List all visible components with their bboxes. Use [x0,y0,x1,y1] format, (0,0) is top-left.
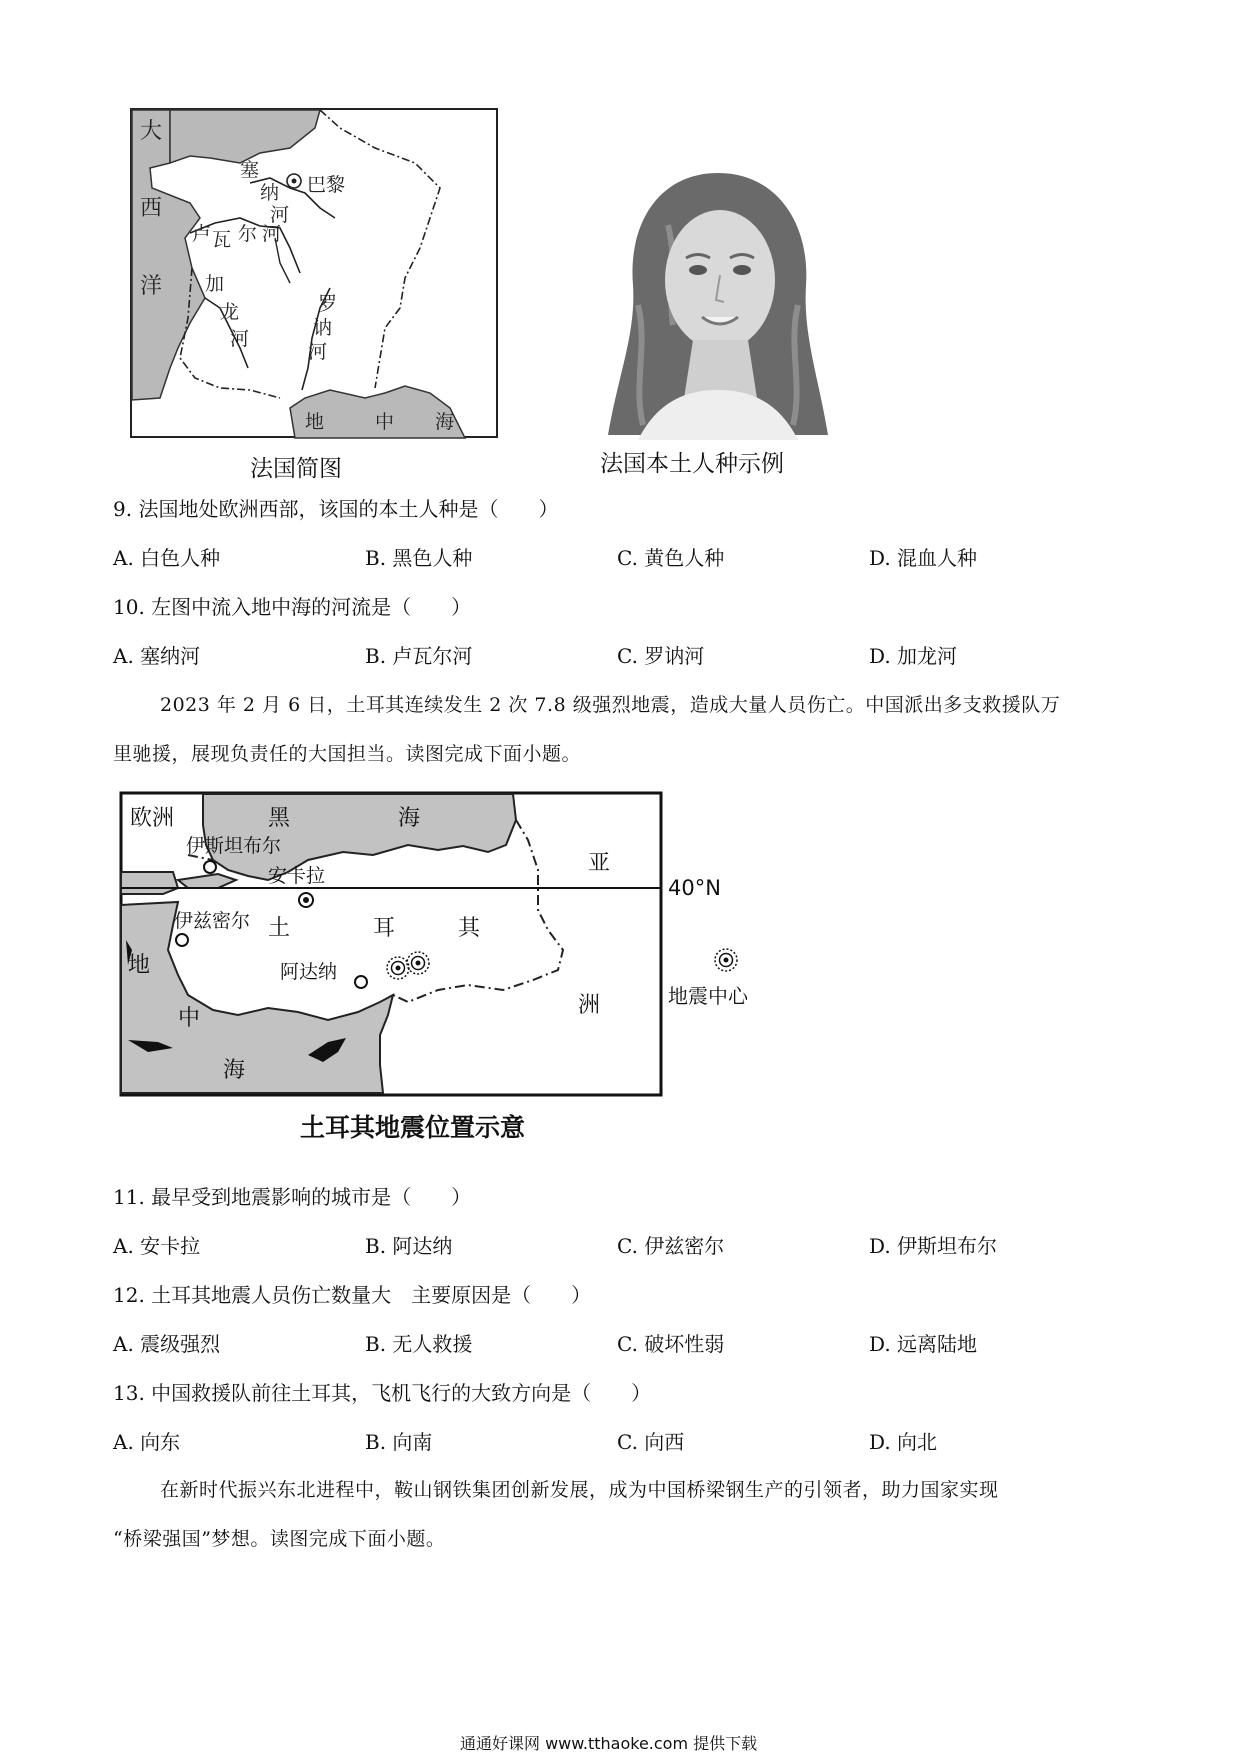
footer-text: 通通好课网 www.tthaoke.com 提供下载 [460,1734,758,1753]
label-garonne-2: 龙 [220,301,240,323]
label-med-3: 海 [223,1058,246,1083]
label-tu: 土 [268,916,291,941]
label-garonne-3: 河 [230,328,250,350]
q12-option-d[interactable]: D. 远离陆地 [869,1332,978,1356]
label-med-3: 海 [435,411,455,433]
portrait-photo [598,165,838,440]
label-istanbul: 伊斯坦布尔 [186,835,282,857]
label-ankara: 安卡拉 [268,865,326,887]
label-loire-2: 瓦 [212,229,232,251]
label-40n: 40°N [668,876,721,900]
q13-option-b[interactable]: B. 向南 [365,1430,433,1454]
istanbul-marker [204,861,216,873]
q12-stem: 12. 土耳其地震人员伤亡数量大 主要原因是（ ） [113,1283,592,1307]
q9-stem: 9. 法国地处欧洲西部，该国的本土人种是（ ） [113,497,559,521]
q12-option-a[interactable]: A. 震级强烈 [113,1332,221,1356]
label-rhone-3: 河 [308,341,328,363]
label-loire-3: 尔 [238,223,258,245]
label-loire-1: 卢 [192,223,212,245]
label-black-2: 海 [398,806,421,831]
izmir-marker [176,934,188,946]
label-qi: 其 [458,916,481,941]
q11-option-d[interactable]: D. 伊斯坦布尔 [869,1234,998,1258]
q9-option-d[interactable]: D. 混血人种 [869,546,978,570]
label-med-2: 中 [375,411,395,433]
label-seine-2: 纳 [260,182,280,204]
q10-option-d[interactable]: D. 加龙河 [869,644,958,668]
q11-stem: 11. 最早受到地震影响的城市是（ ） [113,1185,472,1209]
label-er: 耳 [373,916,396,941]
label-rhone-1: 罗 [318,293,338,315]
label-loire-4: 河 [262,223,282,245]
aegean-land [121,872,178,894]
label-black-1: 黑 [268,806,291,831]
q11-option-c[interactable]: C. 伊兹密尔 [617,1234,725,1258]
france-map [130,108,500,440]
label-med-1: 地 [305,411,325,433]
q12-option-b[interactable]: B. 无人救援 [365,1332,473,1356]
photo-caption: 法国本土人种示例 [600,451,784,477]
q10-stem: 10. 左图中流入地中海的河流是（ ） [113,595,472,619]
intro2-line1: 在新时代振兴东北进程中，鞍山钢铁集团创新发展，成为中国桥梁钢生产的引领者，助力国家实现 [160,1479,999,1501]
label-med-2: 中 [178,1006,201,1031]
q13-option-c[interactable]: C. 向西 [617,1430,685,1454]
q10-option-b[interactable]: B. 卢瓦尔河 [365,644,473,668]
legend-label: 地震中心 [668,984,748,1008]
q11-option-a[interactable]: A. 安卡拉 [113,1234,201,1258]
label-med-1: 地 [128,953,151,978]
label-paris: 巴黎 [307,174,346,196]
label-atlantic-2: 西 [140,196,163,221]
label-adana: 阿达纳 [280,961,338,983]
intro1-line2: 里驰援，展现负责任的大国担当。读图完成下面小题。 [113,743,582,765]
q11-option-b[interactable]: B. 阿达纳 [365,1234,453,1258]
label-atlantic-1: 大 [140,119,163,144]
q9-option-b[interactable]: B. 黑色人种 [365,546,473,570]
q9-option-c[interactable]: C. 黄色人种 [617,546,725,570]
label-asia-1: 亚 [588,851,611,876]
q10-option-c[interactable]: C. 罗讷河 [617,644,705,668]
label-garonne-1: 加 [205,273,225,295]
label-europe: 欧洲 [130,806,175,831]
q13-stem: 13. 中国救援队前往土耳其，飞机飞行的大致方向是（ ） [113,1381,652,1405]
turkey-map [118,790,778,1100]
adana-marker [355,976,367,988]
label-atlantic-3: 洋 [140,274,163,299]
intro1-line1: 2023 年 2 月 6 日，土耳其连续发生 2 次 7.8 级强烈地震，造成大量人员伤亡。中国派出多支救援队万 [160,694,1061,716]
q12-option-c[interactable]: C. 破坏性弱 [617,1332,725,1356]
q10-option-a[interactable]: A. 塞纳河 [113,644,201,668]
intro2-line2: “桥梁强国”梦想。读图完成下面小题。 [113,1528,446,1550]
label-seine-3: 河 [270,204,290,226]
label-seine-1: 塞 [240,159,260,181]
label-asia-2: 洲 [578,993,601,1018]
label-izmir: 伊兹密尔 [174,910,251,932]
turkey-map-caption: 土耳其地震位置示意 [300,1113,526,1142]
label-rhone-2: 讷 [313,317,333,339]
france-map-caption: 法国简图 [250,456,342,482]
legend-epicenter-icon [715,949,737,971]
q13-option-d[interactable]: D. 向北 [869,1430,938,1454]
q9-option-a[interactable]: A. 白色人种 [113,546,221,570]
q13-option-a[interactable]: A. 向东 [113,1430,181,1454]
